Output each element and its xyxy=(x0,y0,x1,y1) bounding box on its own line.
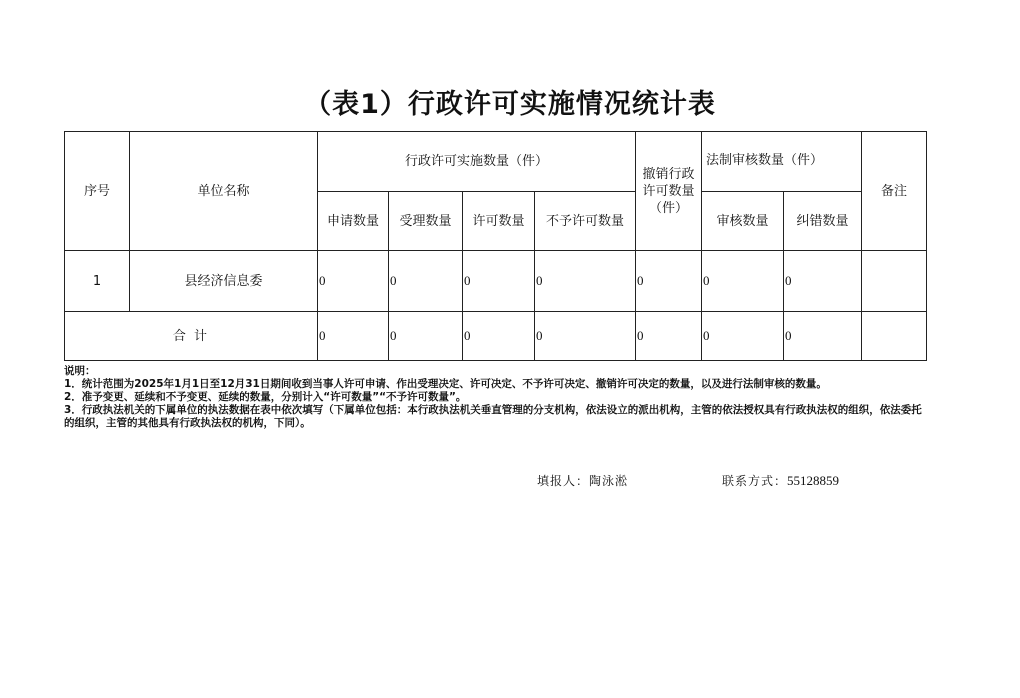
cell-seq: 1 xyxy=(65,251,130,312)
total-row xyxy=(65,312,927,361)
header-seq: 序号 xyxy=(65,132,130,251)
cell-review-count: 0 xyxy=(702,251,784,312)
contact-number: 55128859 xyxy=(787,473,840,488)
cell-apply-count: 0 xyxy=(318,251,389,312)
cell-revoke-count: 0 xyxy=(636,251,702,312)
header-unit-name: 单位名称 xyxy=(130,132,318,251)
filler-name: 陶泳淞 xyxy=(589,474,629,488)
header-revoke-count: 撤销行政许可数量（件） xyxy=(636,132,702,251)
total-deny-count: 0 xyxy=(535,312,636,361)
header-accept-count: 受理数量 xyxy=(389,192,463,251)
header-deny-count: 不予许可数量 xyxy=(535,192,636,251)
header-review-group: 法制审核数量（件） xyxy=(702,132,862,192)
notes-section xyxy=(64,365,930,430)
header-remark: 备注 xyxy=(862,132,927,251)
total-accept-count: 0 xyxy=(389,312,463,361)
total-revoke-count: 0 xyxy=(636,312,702,361)
total-label: 合 计 xyxy=(65,312,318,361)
header-correct-count: 纠错数量 xyxy=(784,192,862,251)
header-review-count: 审核数量 xyxy=(702,192,784,251)
filler-info xyxy=(537,472,628,489)
total-remark xyxy=(862,312,927,361)
notes-heading: 说明： xyxy=(64,365,96,377)
cell-permit-count: 0 xyxy=(463,251,535,312)
note-item: 1．统计范围为2025年1月1日至12月31日期间收到当事人许可申请、作出受理决定、许可决定、不予许可决定、撤销许可决定的数量，以及进行法制审核的数量。 xyxy=(64,378,827,390)
cell-remark xyxy=(862,251,927,312)
table-row xyxy=(65,251,927,312)
filler-label: 填报人： xyxy=(537,474,590,488)
total-apply-count: 0 xyxy=(318,312,389,361)
cell-correct-count: 0 xyxy=(784,251,862,312)
statistics-table xyxy=(64,131,927,361)
page-title: （表1）行政许可实施情况统计表 xyxy=(304,89,716,120)
contact-label: 联系方式： xyxy=(722,474,788,488)
note-item: 3．行政执法机关的下属单位的执法数据在表中依次填写（下属单位包括：本行政执法机关垂直管理的分支机构，依法设立的派出机构，主管的依法授权具有行政执法权的组织，依法委托的组织，主管的其他具有行政执法权的机构，下同）。 xyxy=(64,404,922,429)
cell-accept-count: 0 xyxy=(389,251,463,312)
header-implementation-group: 行政许可实施数量（件） xyxy=(318,132,636,192)
header-permit-count: 许可数量 xyxy=(463,192,535,251)
cell-deny-count: 0 xyxy=(535,251,636,312)
cell-unit-name: 县经济信息委 xyxy=(130,251,318,312)
total-permit-count: 0 xyxy=(463,312,535,361)
note-item: 2．准予变更、延续和不予变更、延续的数量，分别计入“许可数量”“不予许可数量”。 xyxy=(64,391,467,403)
contact-info xyxy=(722,472,839,489)
total-correct-count: 0 xyxy=(784,312,862,361)
total-review-count: 0 xyxy=(702,312,784,361)
header-apply-count: 申请数量 xyxy=(318,192,389,251)
